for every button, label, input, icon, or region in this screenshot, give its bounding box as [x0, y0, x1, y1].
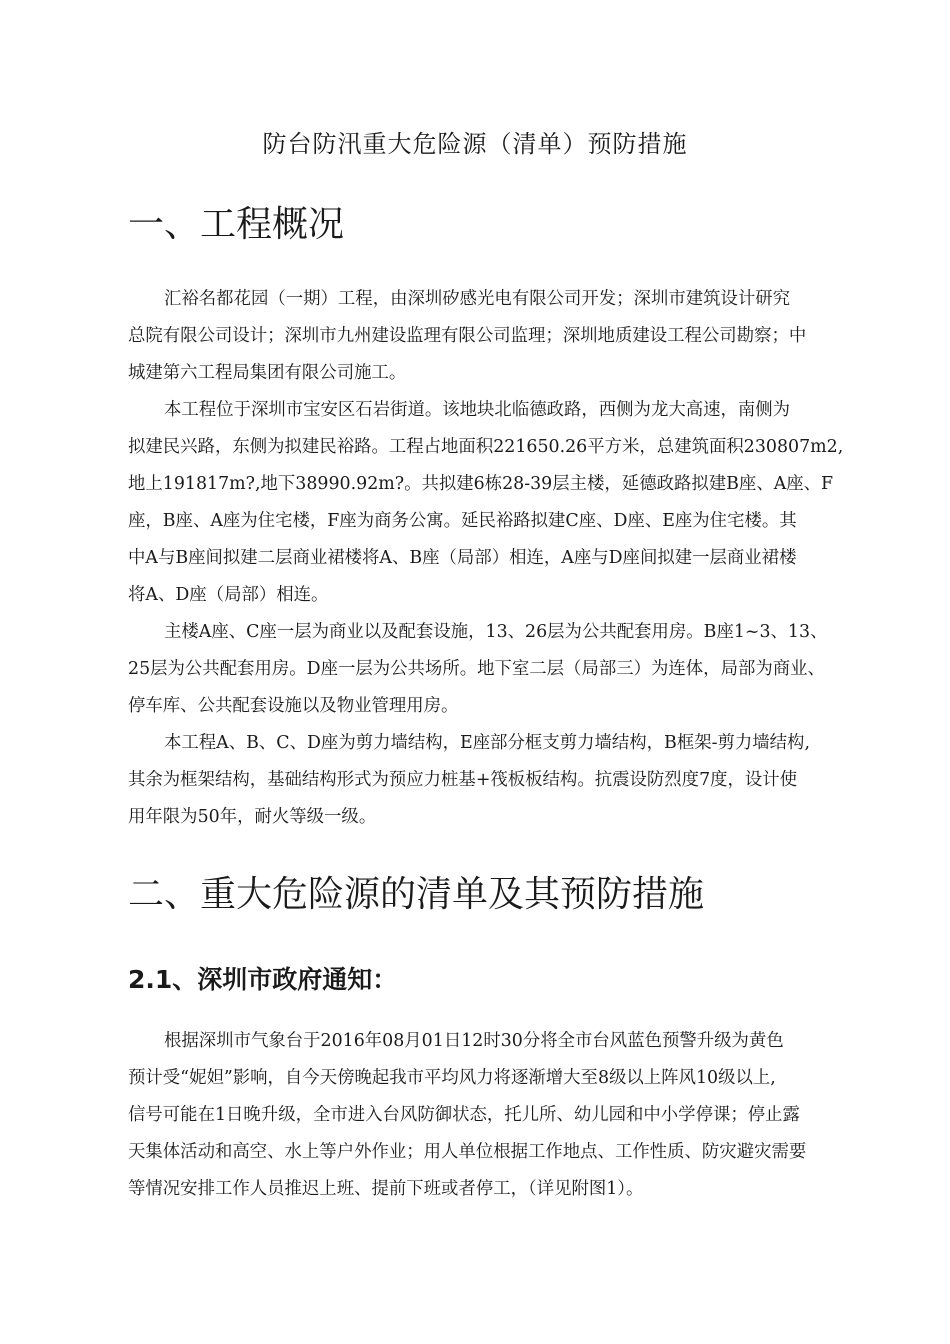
text-line: 等情况安排工作人员推迟上班、提前下班或者停工，（详见附图1）。 — [128, 1179, 644, 1199]
text-line: 主楼A座、C座一层为商业以及配套设施，13、26层为公共配套用房。B座1~3、13、 — [164, 622, 828, 642]
text-line: 地上191817m?,地下38990.92m?。共拟建6栋28-39层主楼，延德政路拟建B座、A座、F — [128, 474, 834, 494]
text-line: 根据深圳市气象台于2016年08月01日12时30分将全市台风蓝色预警升级为黄色 — [164, 1031, 784, 1051]
notice-paragraph — [128, 1023, 878, 1208]
text-line: 座，B座、A座为住宅楼，F座为商务公寓。延民裕路拟建C座、D座、E座为住宅楼。其 — [128, 511, 797, 531]
document-title: 防台防汛重大危险源（清单）预防措施 — [262, 130, 688, 158]
text-line: 本工程位于深圳市宝安区石岩街道。该地块北临德政路，西侧为龙大高速，南侧为 — [164, 400, 791, 420]
text-line: 总院有限公司设计；深圳市九州建设监理有限公司监理；深圳地质建设工程公司勘察；中 — [128, 326, 807, 346]
text-line: 拟建民兴路，东侧为拟建民裕路。工程占地面积221650.26平方米，总建筑面积230807m2, — [128, 437, 844, 457]
text-line: 本工程A、B、C、D座为剪力墙结构，E座部分框支剪力墙结构，B框架-剪力墙结构, — [164, 733, 810, 753]
text-line: 信号可能在1日晚升级，全市进入台风防御状态，托儿所、幼儿园和中小学停课；停止露 — [128, 1105, 800, 1125]
overview-paragraph-4 — [128, 725, 878, 836]
text-line: 中A与B座间拟建二层商业裙楼将A、B座（局部）相连，A座与D座间拟建一层商业裙楼 — [128, 548, 797, 568]
text-line: 用年限为50年，耐火等级一级。 — [128, 807, 377, 827]
text-line: 将A、D座（局部）相连。 — [128, 585, 329, 605]
overview-paragraph-3 — [128, 614, 878, 725]
text-line: 城建第六工程局集团有限公司施工。 — [128, 363, 407, 383]
text-line: 其余为框架结构，基础结构形式为预应力桩基+筏板板结构。抗震设防烈度7度，设计使 — [128, 770, 798, 790]
section-heading-overview: 一、工程概况 — [128, 204, 345, 245]
text-line: 汇裕名都花园（一期）工程，由深圳矽感光电有限公司开发；深圳市建筑设计研究 — [164, 289, 791, 309]
text-line: 预计受“妮妲”影响，自今天傍晚起我市平均风力将逐渐增大至8级以上阵风10级以上, — [128, 1068, 776, 1088]
subsection-heading-notice: 2.1、深圳市政府通知： — [128, 965, 398, 994]
overview-paragraph-1 — [128, 281, 878, 392]
text-line: 25层为公共配套用房。D座一层为公共场所。地下室二层（局部三）为连体，局部为商业、 — [128, 659, 825, 679]
section-heading-hazards: 二、重大危险源的清单及其预防措施 — [128, 874, 705, 915]
text-line: 天集体活动和高空、水上等户外作业；用人单位根据工作地点、工作性质、防灾避灾需要 — [128, 1142, 807, 1162]
overview-paragraph-2 — [128, 392, 878, 614]
text-line: 停车库、公共配套设施以及物业管理用房。 — [128, 696, 459, 716]
